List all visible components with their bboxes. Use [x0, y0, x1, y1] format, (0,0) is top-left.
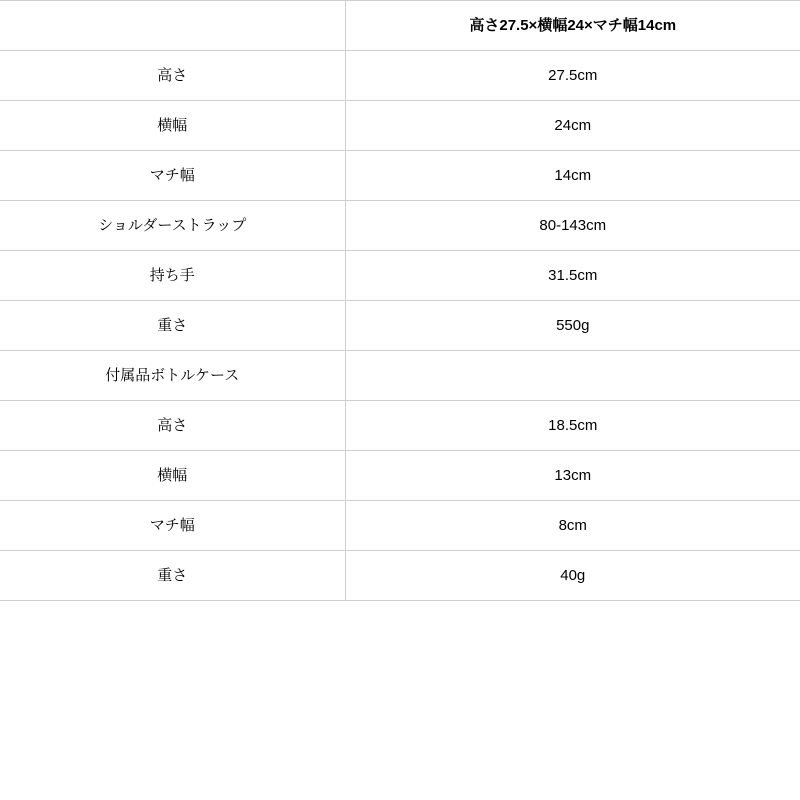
table-row-value: 40g: [345, 551, 800, 601]
table-row: [0, 51, 800, 101]
table-row-value: 31.5cm: [345, 251, 800, 301]
table-header-row: [0, 1, 800, 51]
table-row: [0, 351, 800, 401]
table-row-label: マチ幅: [0, 501, 345, 551]
table-row-value: 80-143cm: [345, 201, 800, 251]
table-header-value-cell: 高さ27.5×横幅24×マチ幅14cm: [345, 1, 800, 51]
table-row-label: 重さ: [0, 551, 345, 601]
table-row-value: [345, 351, 800, 401]
table-row-label: マチ幅: [0, 151, 345, 201]
table-row-value: 13cm: [345, 451, 800, 501]
table-row-value: 27.5cm: [345, 51, 800, 101]
table-row: [0, 201, 800, 251]
table-row-value: 18.5cm: [345, 401, 800, 451]
table-row: [0, 301, 800, 351]
table-row-label: 付属品ボトルケース: [0, 351, 345, 401]
table-row-value: 550g: [345, 301, 800, 351]
table-row-label: 重さ: [0, 301, 345, 351]
table-row-label: 持ち手: [0, 251, 345, 301]
table-row-label: 横幅: [0, 451, 345, 501]
table-row: [0, 551, 800, 601]
table-row-value: 24cm: [345, 101, 800, 151]
page-bottom-whitespace: [0, 601, 800, 800]
table-row: [0, 151, 800, 201]
table-row: [0, 501, 800, 551]
specification-table-body: [0, 1, 800, 601]
table-row-label: ショルダーストラップ: [0, 201, 345, 251]
table-row-label: 高さ: [0, 51, 345, 101]
table-row: [0, 101, 800, 151]
table-header-label-cell: [0, 1, 345, 51]
table-row-label: 高さ: [0, 401, 345, 451]
table-row: [0, 251, 800, 301]
table-row: [0, 451, 800, 501]
table-row-value: 14cm: [345, 151, 800, 201]
table-row-value: 8cm: [345, 501, 800, 551]
table-row-label: 横幅: [0, 101, 345, 151]
table-row: [0, 401, 800, 451]
